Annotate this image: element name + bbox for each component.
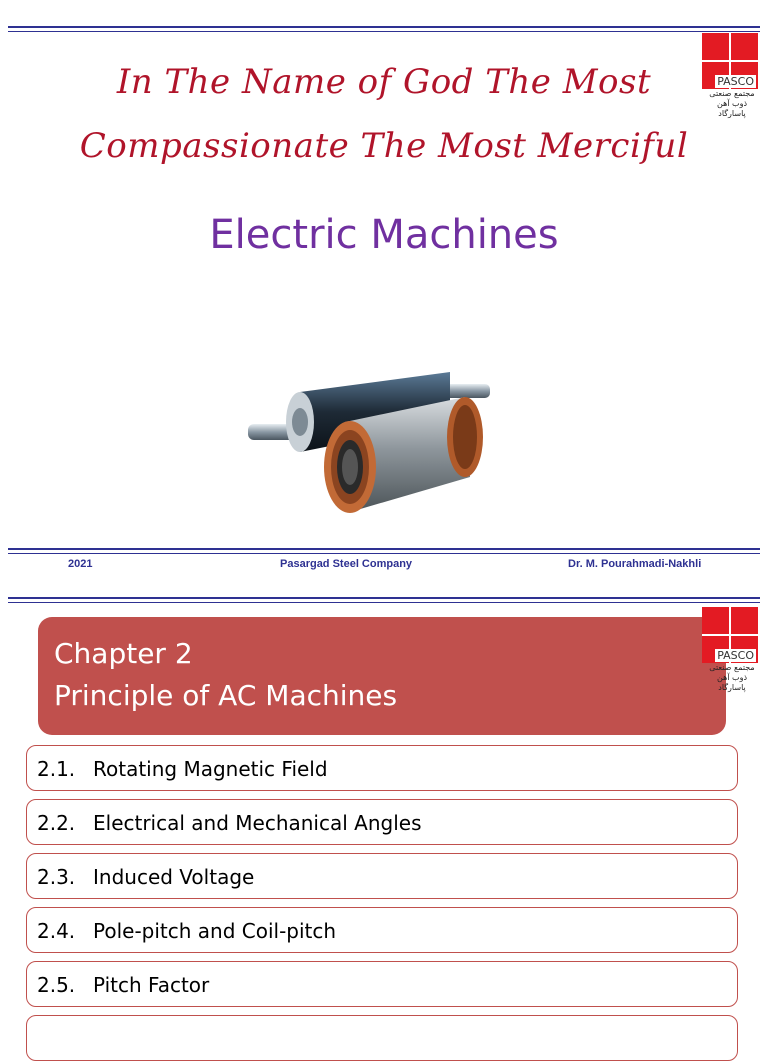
slide2-top-rule-thin: [8, 602, 760, 603]
footer-author: Dr. M. Pourahmadi-Nakhli: [568, 558, 702, 570]
invocation-line-2: Compassionate The Most Merciful: [79, 126, 689, 166]
toc-text: Electrical and Mechanical Angles: [93, 811, 422, 835]
motor-image: [240, 352, 500, 522]
top-rule: [8, 26, 760, 28]
invocation-line-1: In The Name of God The Most: [116, 62, 652, 102]
footer-rule-thin: [8, 553, 760, 554]
logo-persian-text: مجتمع صنعتی ذوب آهن پاسارگاد: [709, 89, 755, 118]
toc-text: Pole-pitch and Coil-pitch: [93, 919, 337, 943]
toc-number: 2.2.: [37, 811, 76, 835]
toc-number: 2.5.: [37, 973, 76, 997]
logo-text: PASCO: [717, 75, 754, 88]
slide-title: Electric Machines: [209, 212, 559, 258]
toc-number: 2.3.: [37, 865, 76, 889]
chapter-banner: [38, 617, 726, 735]
toc-item-2-3: [26, 853, 738, 899]
footer-rule: [8, 548, 760, 550]
pasco-logo-slide2: [702, 607, 762, 693]
chapter-subtitle: Principle of AC Machines: [54, 679, 398, 712]
top-rule-thin: [8, 31, 760, 32]
toc-text: Rotating Magnetic Field: [93, 757, 328, 781]
toc-item-2-2: [26, 799, 738, 845]
footer-year: 2021: [68, 558, 93, 570]
toc-number: 2.1.: [37, 757, 76, 781]
toc-text: Pitch Factor: [93, 973, 210, 997]
logo-text: PASCO: [717, 649, 754, 662]
logo-persian-text: مجتمع صنعتی ذوب آهن پاسارگاد: [709, 663, 755, 692]
chapter-title: Chapter 2: [54, 637, 193, 670]
toc-item-2-4: [26, 907, 738, 953]
toc-text: Induced Voltage: [93, 865, 255, 889]
toc-item-2-5: [26, 961, 738, 1007]
toc-item-2-1: [26, 745, 738, 791]
footer-company: Pasargad Steel Company: [280, 558, 413, 570]
toc-number: 2.4.: [37, 919, 76, 943]
toc-item-partial: [26, 1015, 738, 1061]
slide2-top-rule: [8, 597, 760, 599]
